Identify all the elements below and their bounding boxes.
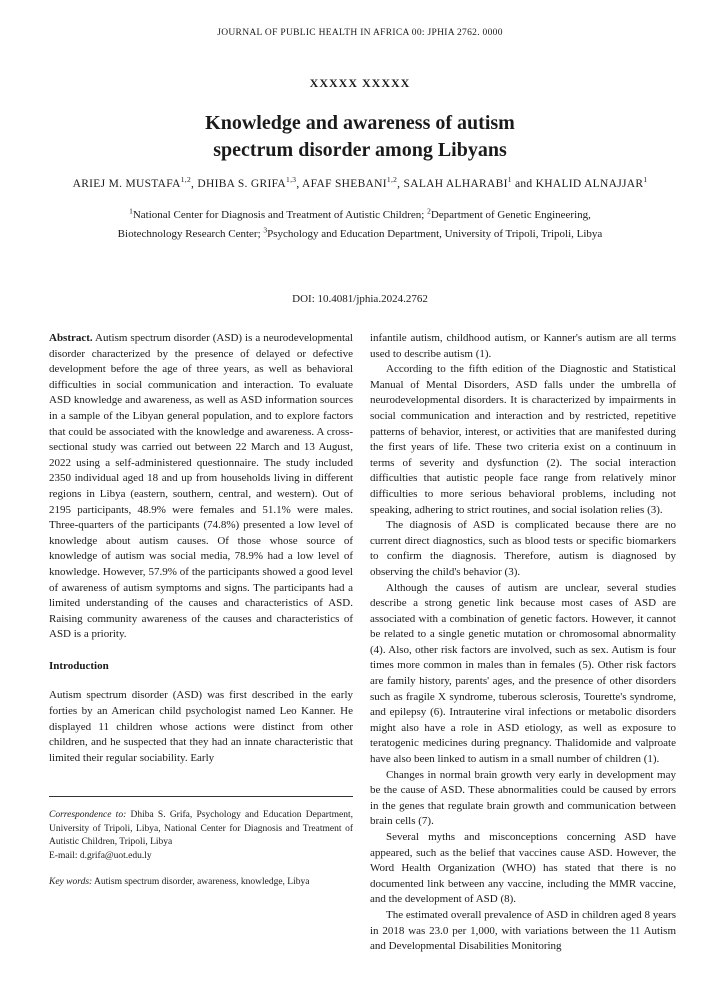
journal-header: JOURNAL OF PUBLIC HEALTH IN AFRICA 00: JPHIA 2762. 0000 <box>217 28 503 38</box>
author-separator: and <box>511 178 536 190</box>
body-paragraph: According to the fifth edition of the Diagnostic and Statistical Manual of Mental Disorders, ASD falls under the umbrella of neurodevelopmental disorders. It is characterized by impairments in social communication and interaction and by restricted, repetitive patterns of behavior, interest, or activities that are manifested during the first years of life. These two criteria exist on a continuum in terms of severity and dysfunction (2). The social interaction difficulties that autistic people face range from relatively minor difficulties to more serious behavioral problems, including not speaking, adhering to strict routines, and social isolation relies (3). <box>370 363 676 516</box>
body-paragraph: infantile autism, childhood autism, or Kanner's autism are all terms used to describe autism (1). <box>370 332 676 360</box>
intro-paragraph: Autism spectrum disorder (ASD) was first described in the early forties by an American child psychologist named Leo Kanner. He displayed 11 children whose actions were distinct from other children, and he suspected that they had an innate characteristic that limited their regular sociability. Early <box>49 689 353 764</box>
keywords-text: Autism spectrum disorder, awareness, knowledge, Libya <box>92 877 310 888</box>
affiliations <box>0 206 720 244</box>
keywords <box>49 876 353 890</box>
author-affiliation-marker: 1 <box>643 175 648 185</box>
body-paragraph: Changes in normal brain growth very early in development may be the cause of ASD. These abnormalities could be caused by errors in the genes that regulate brain growth and communication between brain cells (7). <box>370 768 676 828</box>
correspondence-label: Correspondence to: <box>49 810 127 821</box>
author-affiliation-marker: 1,3 <box>286 175 297 185</box>
title-line-2: spectrum disorder among Libyans <box>213 139 507 161</box>
right-column <box>370 331 676 955</box>
body-paragraph: The estimated overall prevalence of ASD in children aged 8 years in 2018 was 23.0 per 1,000, with variations between the 11 Autism and Developmental Disabilities Monitoring <box>370 908 676 953</box>
author-name: ARIEJ M. MUSTAFA <box>72 178 181 190</box>
article-title <box>0 110 720 164</box>
affiliation-3: Psychology and Education Department, University of Tripoli, Tripoli, Libya <box>267 228 603 240</box>
body-paragraph: Several myths and misconceptions concerning ASD have appeared, such as the belief that vaccines cause ASD. However, the Word Health Organization (WHO) has stated that there is no documented link between any vaccine, including the MMR vaccine, and the development of ASD (8). <box>370 831 676 906</box>
author-separator: , <box>397 178 404 190</box>
author-name: KHALID ALNAJJAR <box>535 178 644 190</box>
affiliation-2: Department of Genetic Engineering, <box>430 209 591 221</box>
author-affiliation-marker: 1,2 <box>180 175 192 185</box>
author-affiliation-marker: 1 <box>507 175 512 185</box>
body-paragraph: The diagnosis of ASD is complicated because there are no current direct diagnostics, such as blood tests or specific biomarkers to confirm the diagnosis. Therefore, autism is diagnosed by observing the child's behavior (3). <box>370 519 676 578</box>
body-paragraph: Although the causes of autism are unclear, several studies describe a strong genetic link because most cases of ASD are associated with a combination of genetic factors. However, it cannot be related to a single genetic mutation or chromosomal abnormality (4). Also, other risk factors are involved, such as sex. Autism is four times more common in males than in females (5). Other risk factors are family history, parents' ages, and the presence of other disorders such as fragile X syndrome, tuberous sclerosis, Tourette's syndrome, and epilepsy (6). Intrauterine viral infections or metabolic disorders might also have a role in ASD etiology, as well as exposure to teratogenic medicines during pregnancy. Thalidomide and valproate have also been linked to autism in a small number of children (1). <box>370 581 676 766</box>
affiliation-marker: 1 <box>129 206 133 216</box>
correspondence-text: Dhiba S. Grifa, Psychology and Education Department, University of Tripoli, Libya, National Center for Diagnosis and Treatment of Autistic Children, Tripoli, Libya <box>49 810 353 848</box>
correspondence-email[interactable]: E-mail: d.grifa@uot.edu.ly <box>49 850 152 861</box>
introduction-heading: Introduction <box>49 659 109 672</box>
author-name: AFAF SHEBANI <box>302 178 387 190</box>
doi[interactable]: DOI: 10.4081/jphia.2024.2762 <box>292 293 428 305</box>
author-name: SALAH ALHARABI <box>403 178 508 190</box>
author-name: DHIBA S. GRIFA <box>197 178 287 190</box>
affiliation-marker: 3 <box>263 225 268 235</box>
affiliation-line-2 <box>0 225 720 244</box>
author-list <box>0 175 720 190</box>
abstract-text: Autism spectrum disorder (ASD) is a neurodevelopmental disorder characterized by the presence of delayed or defective development before the age of three years, as well as behavioral difficulties in social communication and interaction. To evaluate ASD knowledge and awareness, as well as ASD information sources in a sample of the Libyan general population, and to explore factors that could be associated with the knowledge and awareness. A cross-sectional study was carried out between 22 March and 13 August, 2022 using a self-administered questionnaire. The study included 2350 individual aged 18 and up from households living in different regions in Libya (eastern, southern, central, and western). Out of 2195 participants, 48.9% were females and 51.1% were males. Three-quarters of the participants (74.8%) presented a low level of knowledge about autism causes. Of those whose source of knowledge of autism was social media, 78.9% had a low level of knowledge. However, 57.9% of the participants showed a good level of awareness of autism symptoms and signs. The participants had a limited understanding of the causes and characteristics of ASD. Raising community awareness of the causes and characteristics of ASD is a priority. <box>49 332 353 641</box>
affiliation-line-1 <box>0 206 720 225</box>
footnote-divider <box>49 796 353 797</box>
left-column <box>49 331 353 890</box>
author-separator: , <box>191 178 198 190</box>
affiliation-marker: 2 <box>427 206 431 216</box>
author-affiliation-marker: 1,2 <box>386 175 398 185</box>
section-tag: XXXXX XXXXX <box>309 76 411 90</box>
abstract-label: Abstract. <box>49 332 93 344</box>
author-separator: , <box>296 178 303 190</box>
correspondence <box>49 809 353 863</box>
abstract <box>49 331 353 643</box>
keywords-label: Key words: <box>49 877 93 888</box>
title-line-1: Knowledge and awareness of autism <box>205 112 515 134</box>
affiliation-1: National Center for Diagnosis and Treatment of Autistic Children; <box>132 209 428 221</box>
affiliation-2-cont: Biotechnology Research Center; <box>117 228 264 240</box>
